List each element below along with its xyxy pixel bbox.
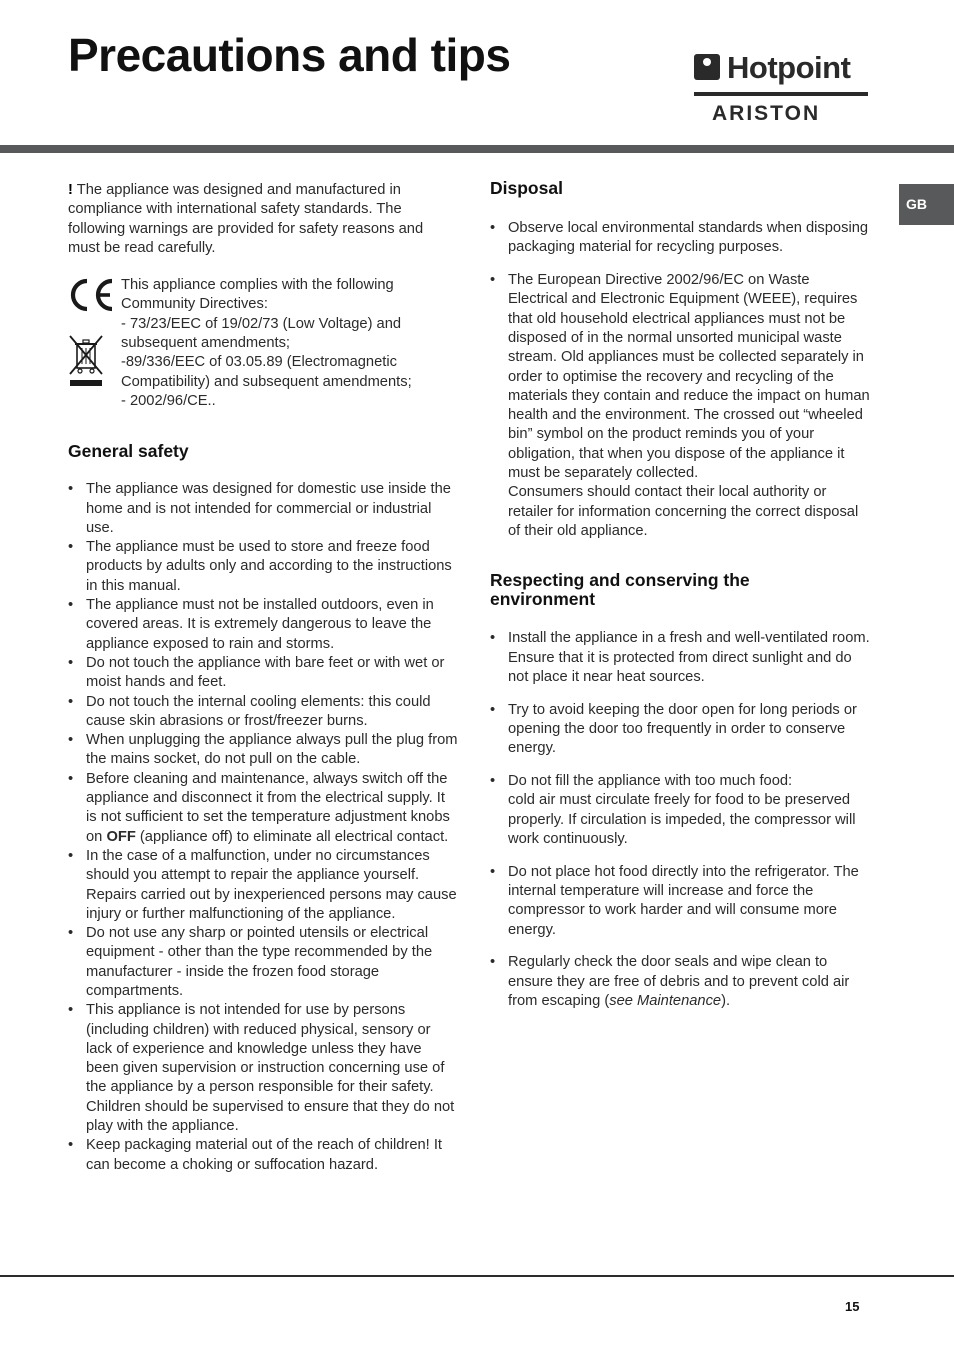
left-column [68,181,458,1175]
ce-mark-icon [68,278,116,312]
list-item-text: The European Directive 2002/96/EC on Waste Electrical and Electronic Equipment (WEEE), requires that old household electrical appliances must not be disposed of in the normal unsorted municipal waste stream. Old appliances must be collected separately in order to optimise the recovery and recycling of the materials they contain and reduce the impact on human health and the environment. The crossed out “wheeled bin” symbol on the product reminds you of your obligation, that when you dispose of the appliance it must be separately collected. [508,272,870,482]
list-item: • When unplugging the appliance always pull the plug from the mains socket, do not pull on the cable. [68,731,458,770]
logo-sub-text: ARISTON [712,102,821,125]
list-item: • In the case of a malfunction, under no circumstances should you attempt to repair the appliance yourself. Repairs carried out by inexperienced persons may cause injury or further malfunctioning of the appliance. [68,847,458,924]
list-item: • This appliance is not intended for use by persons (including children) with reduced physical, sensory or lack of experience and knowledge unless they have been given supervision or instruction concerning use of the appliance by a person responsible for their safety. Children should be supervised to ensure that they do not play with the appliance. [68,1001,458,1136]
page-title: Precautions and tips [68,29,511,81]
disposal-heading: Disposal [490,178,563,198]
hotpoint-ariston-logo [694,50,868,126]
compliance-block [68,276,458,411]
list-item: • Do not touch the appliance with bare feet or with wet or moist hands and feet. [68,654,458,693]
list-item [490,772,870,849]
list-item: • Do not touch the internal cooling elements: this could cause skin abrasions or frost/freezer burns. [68,693,458,732]
intro-paragraph [68,181,458,258]
list-item: • Observe local environmental standards when disposing packaging material for recycling purposes. [490,219,870,258]
general-safety-list [68,480,458,1175]
list-item-text: Consumers should contact their local authority or retailer for information concerning the correct disposal of their old appliance. [508,484,859,539]
crossed-out-bin-icon [68,334,104,390]
list-item: • The appliance must not be installed outdoors, even in covered areas. It is extremely dangerous to leave the appliance exposed to rain and storms. [68,596,458,654]
list-item: • The appliance was designed for domestic use inside the home and is not intended for commercial or industrial use. [68,480,458,538]
list-item: • Install the appliance in a fresh and well-ventilated room. Ensure that it is protected from direct sunlight and do not place it near heat sources. [490,629,870,687]
footer-divider [0,1275,954,1277]
list-item [490,953,870,1011]
list-item-text: Before cleaning and maintenance, always switch off the appliance and disconnect it from the electrical supply. It is not sufficient to set the temperature adjustment knobs on [86,770,450,845]
list-item: • Try to avoid keeping the door open for long periods or opening the door too frequently in order to conserve energy. [490,701,870,759]
maintenance-reference: see Maintenance [609,993,722,1009]
compliance-line: -89/336/EEC of 03.05.89 (Electromagnetic Compatibility) and subsequent amendments; [121,354,412,390]
compliance-line: - 73/23/EEC of 19/02/73 (Low Voltage) and subsequent amendments; [121,315,402,352]
environment-list [490,629,870,1011]
list-item-text: ). [721,993,731,1009]
page-number: 15 [845,1299,860,1314]
list-item [490,271,870,541]
list-item: • Do not use any sharp or pointed utensils or electrical equipment - other than the type recommended by the manufacturer - inside the frozen food storage compartments. [68,924,458,1001]
right-column [490,178,870,1025]
off-label: OFF [106,828,136,845]
list-item [68,770,458,847]
compliance-line: This appliance complies with the following Community Directives: [121,277,394,313]
warning-mark: ! [68,182,73,198]
logo-brand-text: Hotpoint [727,50,851,85]
intro-text: The appliance was designed and manufactured in compliance with international safety standards. The following warnings are provided for safety reasons and must be read carefully. [68,182,424,256]
list-item: • Keep packaging material out of the reach of children! It can become a choking or suffocation hazard. [68,1136,458,1175]
list-item: • Do not place hot food directly into the refrigerator. The internal temperature will increase and force the compressor to work harder and will consume more energy. [490,863,870,940]
compliance-line: - 2002/96/CE.. [121,392,216,409]
list-item-text: Regularly check the door seals and wipe clean to ensure they are free of debris and to prevent cold air from escaping ( [508,954,850,1009]
list-item-text: Do not fill the appliance with too much food: [508,773,793,790]
logo-mark-icon [694,54,720,80]
language-tab: GB [899,184,954,225]
list-item-text: cold air must circulate freely for food to be preserved properly. If circulation is impeded, the compressor will work continuously. [508,792,856,847]
list-item-text: (appliance off) to eliminate all electrical contact. [139,828,449,845]
environment-heading: Respecting and conserving the environment [490,570,750,609]
logo-rule [694,92,868,96]
general-safety-heading: General safety [68,441,189,462]
header-divider-bar [0,145,954,153]
disposal-list [490,219,870,541]
list-item: • The appliance must be used to store and freeze food products by adults only and according to the instructions in this manual. [68,538,458,596]
